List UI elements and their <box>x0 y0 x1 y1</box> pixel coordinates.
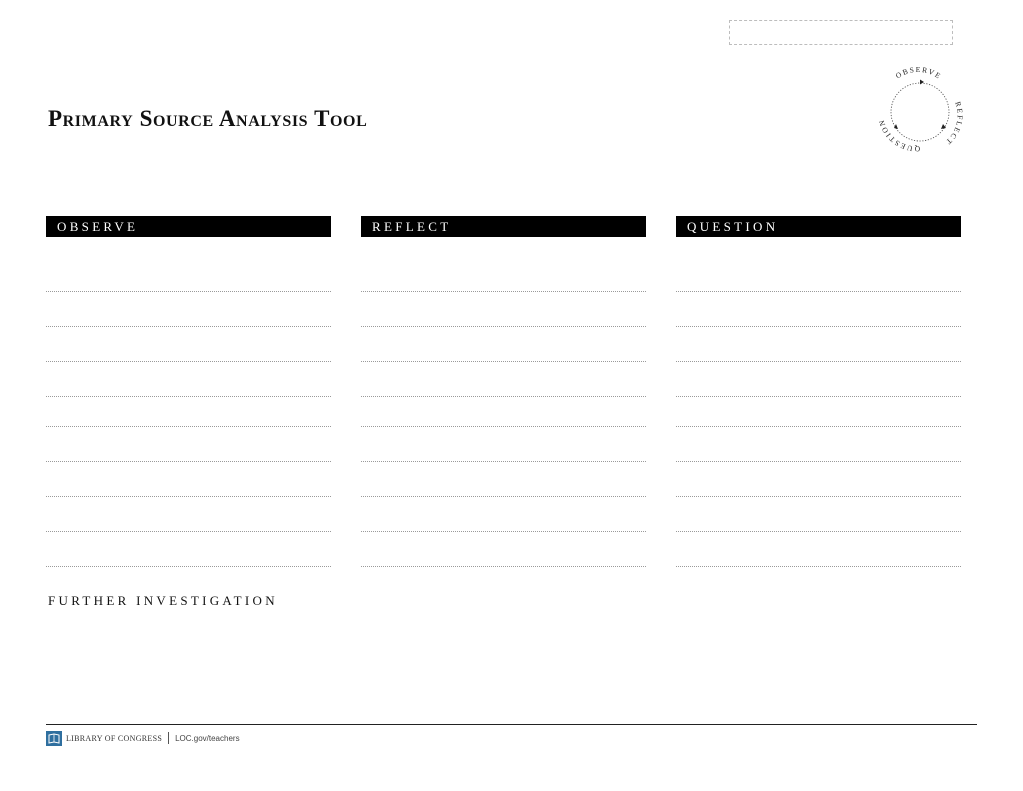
observe-writing-area[interactable] <box>46 237 331 569</box>
footer-divider <box>46 724 977 725</box>
writing-line <box>676 326 961 327</box>
cycle-label-question: QUESTION <box>876 117 921 154</box>
writing-line <box>46 361 331 362</box>
writing-line <box>361 291 646 292</box>
writing-line <box>361 496 646 497</box>
library-of-congress-logo-icon <box>46 731 62 746</box>
observe-column <box>46 216 331 569</box>
footer-org-name: LIBRARY OF CONGRESS <box>66 733 163 743</box>
writing-line <box>46 566 331 567</box>
reflect-column <box>361 216 646 569</box>
further-investigation-label: FURTHER INVESTIGATION <box>48 593 278 608</box>
reflect-writing-area[interactable] <box>361 237 646 569</box>
cycle-label-reflect: REFLECT <box>943 100 965 148</box>
writing-line <box>361 566 646 567</box>
footer <box>46 730 240 746</box>
writing-line <box>46 531 331 532</box>
writing-line <box>676 566 961 567</box>
question-column <box>676 216 961 569</box>
question-writing-area[interactable] <box>676 237 961 569</box>
writing-line <box>676 531 961 532</box>
writing-line <box>676 291 961 292</box>
writing-line <box>361 396 646 397</box>
svg-text:OBSERVE <box>894 65 943 81</box>
svg-text:QUESTION <box>877 118 921 154</box>
writing-line <box>46 396 331 397</box>
writing-line <box>361 461 646 462</box>
writing-line <box>361 361 646 362</box>
observe-header: OBSERVE <box>46 216 331 237</box>
name-field[interactable] <box>729 20 953 45</box>
writing-line <box>676 396 961 397</box>
writing-line <box>46 496 331 497</box>
cycle-label-observe: OBSERVE <box>893 64 944 82</box>
writing-line <box>361 326 646 327</box>
page-title: Primary Source Analysis Tool <box>48 106 368 131</box>
writing-line <box>676 426 961 427</box>
reflect-header: REFLECT <box>361 216 646 237</box>
writing-line <box>46 426 331 427</box>
writing-line <box>46 461 331 462</box>
writing-line <box>46 291 331 292</box>
writing-line <box>361 426 646 427</box>
writing-line <box>676 361 961 362</box>
footer-separator <box>168 732 169 744</box>
question-header: QUESTION <box>676 216 961 237</box>
writing-line <box>361 531 646 532</box>
writing-line <box>46 326 331 327</box>
footer-url-link[interactable]: LOC.gov/teachers <box>175 733 240 743</box>
writing-line <box>676 496 961 497</box>
writing-line <box>676 461 961 462</box>
observe-reflect-question-cycle-icon <box>868 64 968 154</box>
